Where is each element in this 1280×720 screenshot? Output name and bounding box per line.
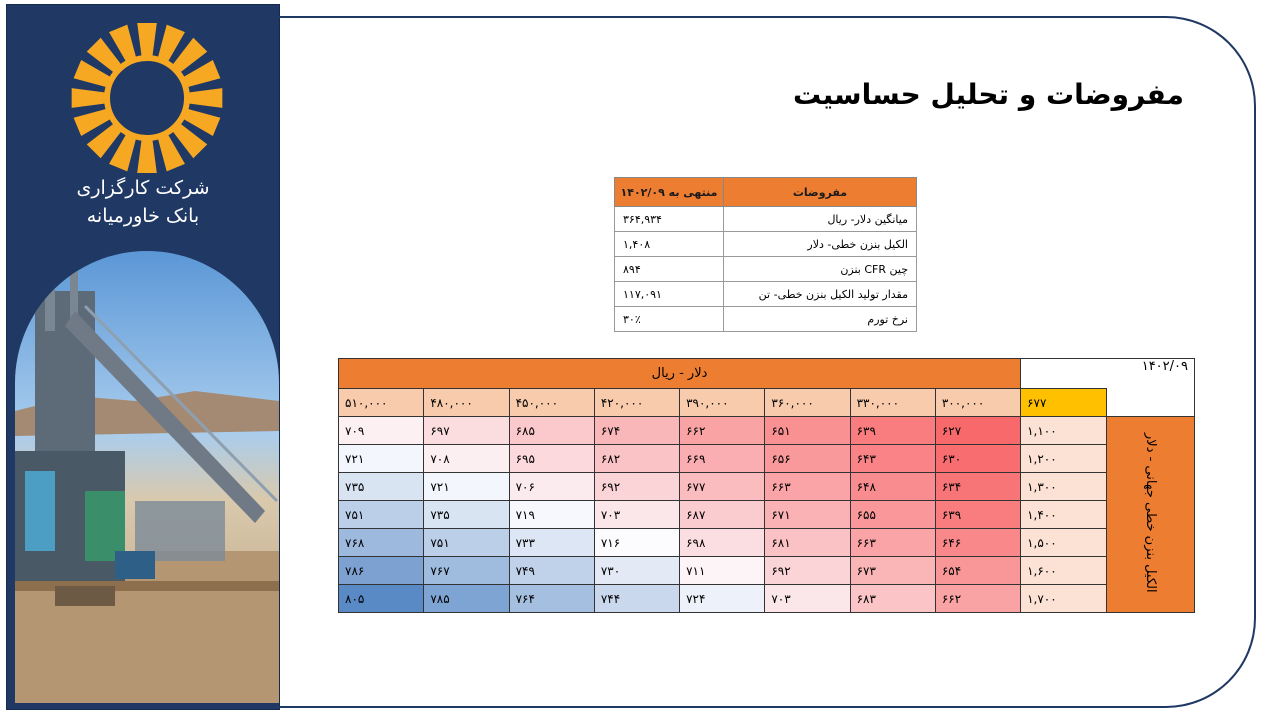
sensitivity-row bbox=[339, 529, 1195, 557]
assumptions-table bbox=[614, 177, 917, 332]
steel-plant-photo bbox=[15, 251, 279, 703]
sensitivity-cell: ۷۱۹ bbox=[509, 501, 594, 529]
row-header: ۱,۴۰۰ bbox=[1021, 501, 1107, 529]
column-header: ۳۳۰,۰۰۰ bbox=[850, 389, 935, 417]
sun-ray bbox=[137, 23, 157, 56]
period-label: ۱۴۰۲/۰۹ bbox=[1021, 359, 1195, 389]
page-title: مفروضات و تحلیل حساسیت bbox=[792, 78, 1184, 111]
sensitivity-cell: ۶۵۴ bbox=[935, 557, 1020, 585]
sensitivity-cell: ۷۵۱ bbox=[424, 529, 509, 557]
sun-ring bbox=[107, 58, 187, 138]
sensitivity-cell: ۶۹۷ bbox=[424, 417, 509, 445]
sensitivity-cell: ۶۶۳ bbox=[850, 529, 935, 557]
row-axis-text: الکیل بنزن خطی جهانی - دلار bbox=[1143, 433, 1158, 593]
column-header: ۳۰۰,۰۰۰ bbox=[935, 389, 1020, 417]
sensitivity-cell: ۶۸۷ bbox=[680, 501, 765, 529]
company-name-line1: شرکت کارگزاری bbox=[76, 177, 210, 199]
sensitivity-cell: ۶۸۳ bbox=[850, 585, 935, 613]
assumption-label: الکیل بنزن خطی- دلار bbox=[724, 232, 917, 257]
sensitivity-cell: ۷۴۴ bbox=[594, 585, 679, 613]
column-header: ۳۹۰,۰۰۰ bbox=[680, 389, 765, 417]
row-header: ۱,۶۰۰ bbox=[1021, 557, 1107, 585]
assumption-row bbox=[615, 307, 917, 332]
sensitivity-cell: ۶۶۲ bbox=[935, 585, 1020, 613]
sensitivity-cell: ۶۵۶ bbox=[765, 445, 850, 473]
sensitivity-cell: ۷۶۷ bbox=[424, 557, 509, 585]
sensitivity-cell: ۶۷۴ bbox=[594, 417, 679, 445]
column-header: ۳۶۰,۰۰۰ bbox=[765, 389, 850, 417]
sun-ray bbox=[189, 88, 223, 108]
sensitivity-cell: ۶۴۶ bbox=[935, 529, 1020, 557]
row-header: ۱,۱۰۰ bbox=[1021, 417, 1107, 445]
sun-ray bbox=[137, 140, 157, 173]
assumption-label: چین CFR بنزن bbox=[724, 257, 917, 282]
company-name-line2: بانک خاورمیانه bbox=[86, 205, 200, 227]
sensitivity-cell: ۶۹۵ bbox=[509, 445, 594, 473]
sensitivity-cell: ۶۳۴ bbox=[935, 473, 1020, 501]
column-header: ۴۲۰,۰۰۰ bbox=[594, 389, 679, 417]
sensitivity-columns-row bbox=[339, 389, 1195, 417]
sensitivity-cell: ۶۸۱ bbox=[765, 529, 850, 557]
sensitivity-cell: ۶۹۲ bbox=[594, 473, 679, 501]
sensitivity-cell: ۶۴۳ bbox=[850, 445, 935, 473]
assumption-label: نرخ تورم bbox=[724, 307, 917, 332]
sensitivity-cell: ۷۳۳ bbox=[509, 529, 594, 557]
sensitivity-cell: ۷۳۵ bbox=[339, 473, 424, 501]
sensitivity-row bbox=[339, 417, 1195, 445]
assumption-label: مقدار تولید الکیل بنزن خطی- تن bbox=[724, 282, 917, 307]
assumption-value: ۸۹۴ bbox=[615, 257, 724, 282]
sensitivity-table bbox=[338, 358, 1195, 613]
sensitivity-cell: ۶۷۷ bbox=[680, 473, 765, 501]
row-header: ۱,۳۰۰ bbox=[1021, 473, 1107, 501]
assumption-row bbox=[615, 257, 917, 282]
assumption-value: ۳۰٪ bbox=[615, 307, 724, 332]
sensitivity-row bbox=[339, 445, 1195, 473]
column-axis-label: دلار - ریال bbox=[339, 359, 1021, 389]
column-header: ۵۱۰,۰۰۰ bbox=[339, 389, 424, 417]
sensitivity-cell: ۶۹۸ bbox=[680, 529, 765, 557]
assumption-row bbox=[615, 207, 917, 232]
sensitivity-row bbox=[339, 473, 1195, 501]
assumptions-header-period: منتهی به ۱۴۰۲/۰۹ bbox=[615, 178, 724, 207]
sensitivity-cell: ۷۲۱ bbox=[424, 473, 509, 501]
sensitivity-header-row bbox=[339, 359, 1195, 389]
sensitivity-cell: ۶۹۲ bbox=[765, 557, 850, 585]
sensitivity-cell: ۷۰۸ bbox=[424, 445, 509, 473]
sensitivity-cell: ۶۸۵ bbox=[509, 417, 594, 445]
assumption-label: میانگین دلار- ریال bbox=[724, 207, 917, 232]
sensitivity-row bbox=[339, 501, 1195, 529]
sensitivity-cell: ۶۵۵ bbox=[850, 501, 935, 529]
assumption-value: ۱۱۷,۰۹۱ bbox=[615, 282, 724, 307]
column-header: ۴۸۰,۰۰۰ bbox=[424, 389, 509, 417]
row-axis-label bbox=[1107, 417, 1195, 613]
sensitivity-cell: ۷۱۱ bbox=[680, 557, 765, 585]
sensitivity-cell: ۶۳۹ bbox=[850, 417, 935, 445]
sensitivity-cell: ۶۸۲ bbox=[594, 445, 679, 473]
corner-blank bbox=[1107, 389, 1195, 417]
assumption-value: ۱,۴۰۸ bbox=[615, 232, 724, 257]
sensitivity-cell: ۷۰۹ bbox=[339, 417, 424, 445]
sensitivity-cell: ۶۳۹ bbox=[935, 501, 1020, 529]
sensitivity-cell: ۶۴۸ bbox=[850, 473, 935, 501]
sensitivity-cell: ۷۴۹ bbox=[509, 557, 594, 585]
sensitivity-cell: ۶۵۱ bbox=[765, 417, 850, 445]
base-value: ۶۷۷ bbox=[1021, 389, 1107, 417]
sensitivity-cell: ۷۶۸ bbox=[339, 529, 424, 557]
row-header: ۱,۲۰۰ bbox=[1021, 445, 1107, 473]
sensitivity-cell: ۷۸۶ bbox=[339, 557, 424, 585]
sensitivity-cell: ۶۶۲ bbox=[680, 417, 765, 445]
row-header: ۱,۷۰۰ bbox=[1021, 585, 1107, 613]
sensitivity-cell: ۶۷۱ bbox=[765, 501, 850, 529]
sensitivity-row bbox=[339, 557, 1195, 585]
sensitivity-cell: ۷۰۳ bbox=[594, 501, 679, 529]
sensitivity-cell: ۶۲۷ bbox=[935, 417, 1020, 445]
assumption-value: ۳۶۴,۹۳۴ bbox=[615, 207, 724, 232]
sun-logo-icon bbox=[67, 23, 227, 173]
sensitivity-cell: ۷۳۵ bbox=[424, 501, 509, 529]
row-header: ۱,۵۰۰ bbox=[1021, 529, 1107, 557]
sensitivity-cell: ۶۳۰ bbox=[935, 445, 1020, 473]
assumptions-header-label: مفروضات bbox=[724, 178, 917, 207]
sensitivity-cell: ۷۱۶ bbox=[594, 529, 679, 557]
sensitivity-cell: ۷۵۱ bbox=[339, 501, 424, 529]
sensitivity-cell: ۷۰۳ bbox=[765, 585, 850, 613]
sensitivity-cell: ۷۲۱ bbox=[339, 445, 424, 473]
sensitivity-cell: ۶۶۳ bbox=[765, 473, 850, 501]
sensitivity-row bbox=[339, 585, 1195, 613]
sensitivity-cell: ۷۸۵ bbox=[424, 585, 509, 613]
sensitivity-cell: ۷۶۴ bbox=[509, 585, 594, 613]
sensitivity-cell: ۷۳۰ bbox=[594, 557, 679, 585]
sensitivity-cell: ۶۷۳ bbox=[850, 557, 935, 585]
sensitivity-cell: ۷۲۴ bbox=[680, 585, 765, 613]
column-header: ۴۵۰,۰۰۰ bbox=[509, 389, 594, 417]
brand-banner bbox=[6, 4, 280, 710]
sensitivity-cell: ۸۰۵ bbox=[339, 585, 424, 613]
assumption-row bbox=[615, 232, 917, 257]
assumption-row bbox=[615, 282, 917, 307]
sensitivity-cell: ۷۰۶ bbox=[509, 473, 594, 501]
sun-ray bbox=[72, 88, 106, 108]
sensitivity-cell: ۶۶۹ bbox=[680, 445, 765, 473]
